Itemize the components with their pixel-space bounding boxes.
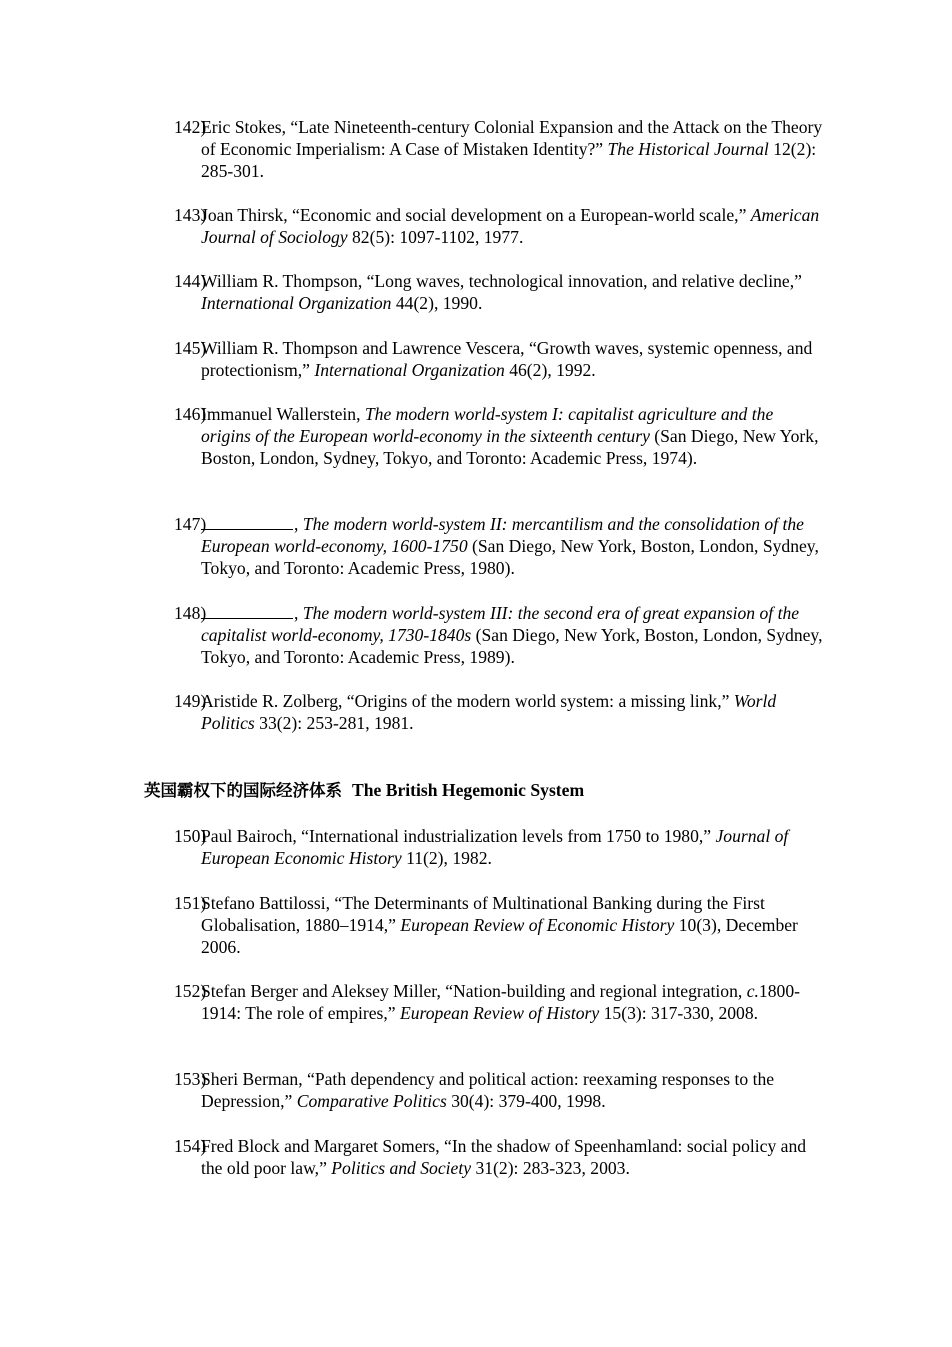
reference-146 [174,403,824,469]
reference-text: William R. Thompson, “Long waves, technological innovation, and relative decline,” International Organization 44(2), 1990. [201,271,802,313]
reference-text: Fred Block and Margaret Somers, “In the shadow of Speenhamland: social policy and the old poor law,” Politics and Society 31(2): 283-323, 2003. [201,1136,807,1178]
reference-150 [174,825,824,869]
reference-147 [174,513,824,579]
section-heading-chinese: 英国霸权下的国际经济体系 [144,781,342,800]
reference-text: , The modern world-system III: the second era of great expansion of the capitalist world-economy, 1730-1840s (San Diego, New York, Boston, London, Sydney, Tokyo, and Toronto: Academic Press, 1989). [201,603,823,667]
reference-145 [174,337,824,381]
reference-number: 144) [174,271,207,291]
reference-text: Paul Bairoch, “International industrialization levels from 1750 to 1980,” Journal of European Economic History 11(2), 1982. [201,826,789,868]
reference-142 [174,116,824,182]
section-heading [144,779,584,802]
reference-text: Stefano Battilossi, “The Determinants of Multinational Banking during the First Globalisation, 1880–1914,” European Review of Economic History 10(3), December 2006. [201,893,798,957]
reference-text: , The modern world-system II: mercantilism and the consolidation of the European world-economy, 1600-1750 (San Diego, New York, Boston, London, Sydney, Tokyo, and Toronto: Academic Press, 1980). [201,514,819,578]
reference-number: 145) [174,338,207,358]
reference-text: Immanuel Wallerstein, The modern world-system I: capitalist agriculture and the origins of the European world-economy in the sixteenth century (San Diego, New York, Boston, London, Sydney, Tokyo, and Toronto: Academic Press, 1974). [201,404,819,468]
ditto-author-line [201,513,293,530]
reference-text: Eric Stokes, “Late Nineteenth-century Colonial Expansion and the Attack on the Theory of Economic Imperialism: A Case of Mistaken Identity?” The Historical Journal 12(2): 285-301. [201,117,823,181]
reference-number: 146) [174,404,207,424]
reference-number: 151) [174,893,207,913]
reference-text: William R. Thompson and Lawrence Vescera, “Growth waves, systemic openness, and protectionism,” International Organization 46(2), 1992. [201,338,813,380]
reference-number: 153) [174,1069,207,1089]
reference-148 [174,602,824,668]
ditto-author-line [201,602,293,619]
reference-number: 148) [174,603,207,623]
reference-text: Stefan Berger and Aleksey Miller, “Nation-building and regional integration, c.1800-1914: The role of empires,” European Review of History 15(3): 317-330, 2008. [201,981,800,1023]
reference-text: Joan Thirsk, “Economic and social development on a European-world scale,” American Journal of Sociology 82(5): 1097-1102, 1977. [201,205,820,247]
reference-143 [174,204,824,248]
reference-153 [174,1068,824,1112]
reference-text: Sheri Berman, “Path dependency and political action: reexaming responses to the Depression,” Comparative Politics 30(4): 379-400, 1998. [201,1069,775,1111]
reference-number: 147) [174,514,207,534]
reference-text: Aristide R. Zolberg, “Origins of the modern world system: a missing link,” World Politics 33(2): 253-281, 1981. [201,691,777,733]
reference-number: 143) [174,205,207,225]
reference-149 [174,690,824,734]
reference-number: 142) [174,117,207,137]
reference-151 [174,892,824,958]
reference-number: 150) [174,826,207,846]
reference-144 [174,270,824,314]
reference-154 [174,1135,824,1179]
section-heading-english: The British Hegemonic System [352,780,585,800]
reference-number: 154) [174,1136,207,1156]
reference-152 [174,980,824,1024]
reference-number: 152) [174,981,207,1001]
reference-number: 149) [174,691,207,711]
